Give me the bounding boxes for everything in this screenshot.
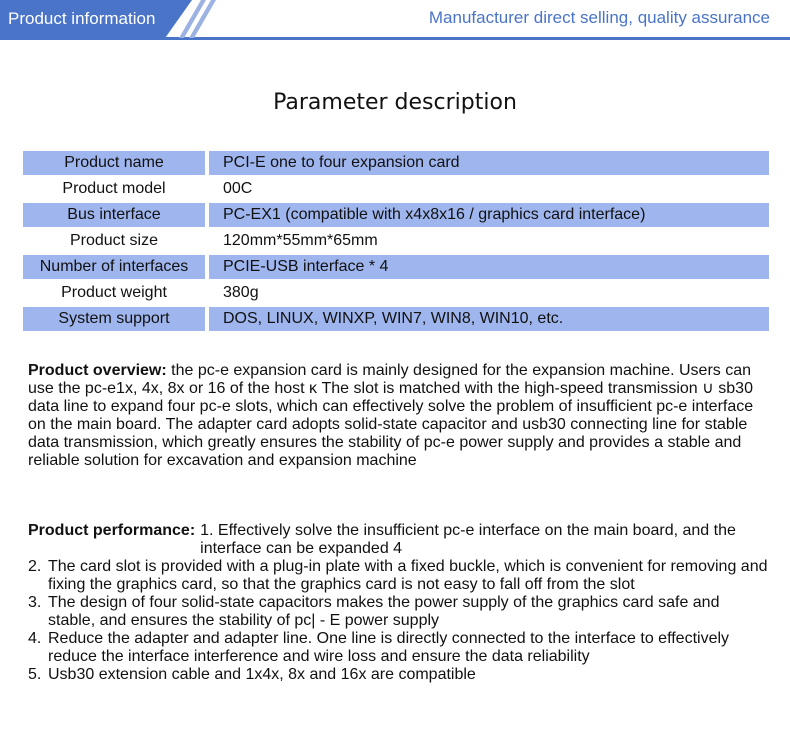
param-value: DOS, LINUX, WINXP, WIN7, WIN8, WIN10, etc. [209, 307, 769, 331]
item-text: Reduce the adapter and adapter line. One line is directly connected to the interface to effectively reduce the interface interference and wire loss and ensure the data reliability [48, 630, 730, 665]
param-value: 120mm*55mm*65mm [223, 232, 378, 249]
param-name: Product weight [61, 284, 167, 301]
item-number: 2. [28, 558, 42, 575]
table-row [23, 202, 769, 228]
item-text: Usb30 extension cable and 1x4x, 8x and 16x are compatible [48, 666, 476, 683]
table-row [23, 176, 769, 202]
list-item [28, 630, 768, 666]
performance-first-item: 1. Effectively solve the insufficient pc-e interface on the main board, and the interface can be expanded 4 [200, 522, 736, 557]
param-value: PC-EX1 (compatible with x4x8x16 / graphics card interface) [209, 203, 769, 227]
product-performance [28, 522, 768, 684]
param-name: System support [23, 307, 205, 331]
header-tagline: Manufacturer direct selling, quality assurance [428, 8, 770, 27]
param-value: PCIE-USB interface * 4 [209, 255, 769, 279]
performance-label: Product performance: [28, 522, 196, 539]
item-number: 5. [28, 666, 42, 683]
parameter-table [23, 150, 769, 332]
product-overview [28, 362, 768, 470]
param-value: PCI-E one to four expansion card [209, 151, 769, 175]
param-value: 00C [223, 180, 253, 197]
performance-list [28, 558, 768, 684]
item-text: The card slot is provided with a plug-in plate with a fixed buckle, which is convenient for removing and fixing the graphics card, so that the graphics card is not easy to fall off from the slot [48, 558, 768, 593]
list-item [28, 594, 768, 630]
param-name: Product size [69, 232, 159, 249]
param-name: Bus interface [23, 203, 205, 227]
overview-text: the pc-e expansion card is mainly designed for the expansion machine. Users can use the pc-e1x, 4x, 8x or 16 of the host κ The slot is matched with the high-speed transmission ∪ sb30 data line to expand four pc-e slots, which can effectively solve the problem of insufficient pc-e interface on the main board. The adapter card adopts solid-state capacitor and usb30 connecting line for stable data transmission, which greatly ensures the stability of pc-e power supply and provides a stable and reliable solution for excavation and expansion machine [28, 362, 754, 469]
item-number: 4. [28, 630, 42, 647]
item-text: The design of four solid-state capacitors makes the power supply of the graphics card safe and stable, and ensures the stability of pc| - E power supply [48, 594, 720, 629]
overview-label: Product overview: [28, 362, 167, 379]
table-row [23, 228, 769, 254]
table-row [23, 306, 769, 332]
list-item [28, 666, 768, 684]
section-title: Parameter description [273, 90, 517, 115]
param-name: Number of interfaces [23, 255, 205, 279]
param-value: 380g [223, 284, 259, 301]
item-number: 3. [28, 594, 42, 611]
header-tab-label: Product information [8, 9, 156, 28]
performance-header [28, 522, 768, 558]
table-row [23, 254, 769, 280]
table-row [23, 280, 769, 306]
param-name: Product name [23, 151, 205, 175]
param-name: Product model [62, 180, 166, 197]
list-item [28, 558, 768, 594]
header-banner [0, 0, 790, 42]
table-row [23, 150, 769, 176]
